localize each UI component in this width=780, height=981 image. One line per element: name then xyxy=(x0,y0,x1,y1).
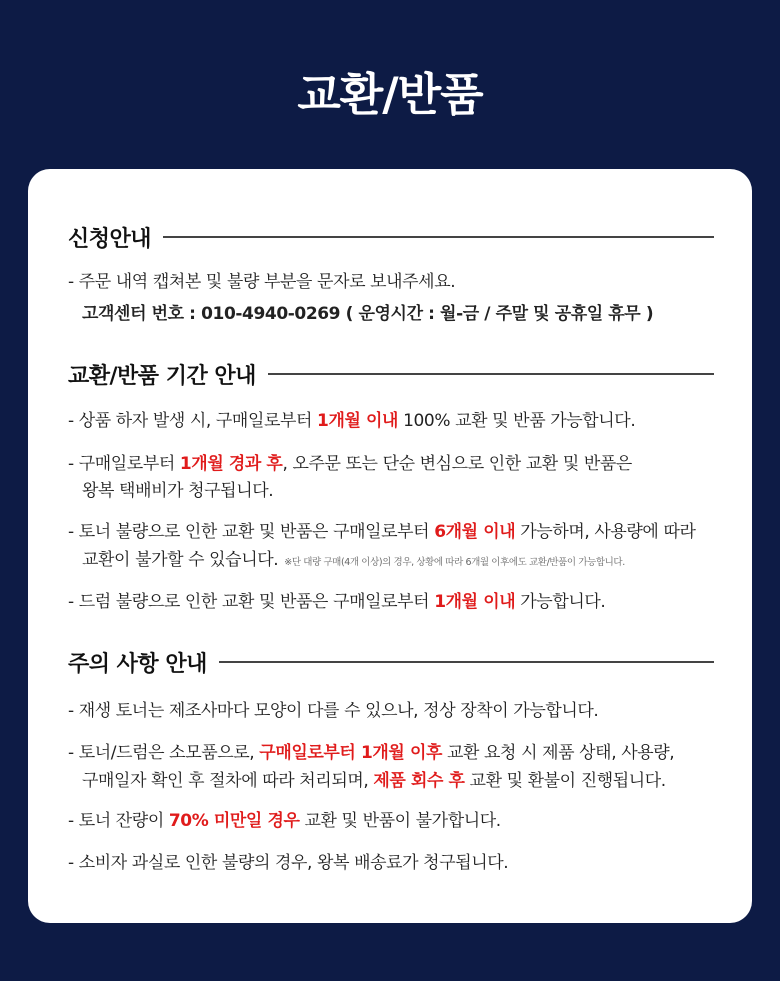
section-divider xyxy=(219,661,714,663)
list-item: - 재생 토너는 제조사마다 모양이 다를 수 있으나, 정상 장착이 가능합니다. xyxy=(68,701,599,721)
list-item: - 구매일로부터 1개월 경과 후, 오주문 또는 단순 변심으로 인한 교환 및 반품은 xyxy=(68,454,632,474)
exchange-period-section xyxy=(68,359,714,612)
list-item-continued: 구매일자 확인 후 절차에 따라 처리되며, 제품 회수 후 교환 및 환불이 진행됩니다. xyxy=(82,771,666,791)
list-item: - 소비자 과실로 인한 불량의 경우, 왕복 배송료가 청구됩니다. xyxy=(68,853,509,873)
section-title: 교환/반품 기간 안내 xyxy=(68,363,256,389)
section-divider xyxy=(268,373,714,375)
customer-center-line: 고객센터 번호 : 010-4940-0269 ( 운영시간 : 월-금 / 주말 및 공휴일 휴무 ) xyxy=(82,304,654,324)
list-item: - 토너 불량으로 인한 교환 및 반품은 구매일로부터 6개월 이내 가능하며, 사용량에 따라 xyxy=(68,522,696,542)
list-item-continued: 교환이 불가할 수 있습니다. ※단 대량 구매(4개 이상)의 경우, 상황에 따라 6개월 이후에도 교환/반품이 가능합니다. xyxy=(82,550,625,570)
list-item: - 토너 잔량이 70% 미만일 경우 교환 및 반품이 불가합니다. xyxy=(68,811,501,831)
guide-line: - 주문 내역 캡쳐본 및 불량 부분을 문자로 보내주세요. xyxy=(68,272,456,292)
list-item-continued: 왕복 택배비가 청구됩니다. xyxy=(82,481,274,501)
list-item: - 상품 하자 발생 시, 구매일로부터 1개월 이내 100% 교환 및 반품 가능합니다. xyxy=(68,411,636,431)
section-title: 신청안내 xyxy=(68,226,152,252)
content-card xyxy=(28,169,752,923)
list-item: - 토너/드럼은 소모품으로, 구매일로부터 1개월 이후 교환 요청 시 제품 상태, 사용량, xyxy=(68,743,675,763)
application-guide-section xyxy=(68,222,714,324)
precautions-section xyxy=(68,647,714,873)
list-item: - 드럼 불량으로 인한 교환 및 반품은 구매일로부터 1개월 이내 가능합니다. xyxy=(68,592,606,612)
section-title: 주의 사항 안내 xyxy=(68,651,207,677)
section-divider xyxy=(163,236,714,238)
footnote: ※단 대량 구매(4개 이상)의 경우, 상황에 따라 6개월 이후에도 교환/반품이 가능합니다. xyxy=(284,557,625,568)
page-title: 교환/반품 xyxy=(297,68,483,121)
